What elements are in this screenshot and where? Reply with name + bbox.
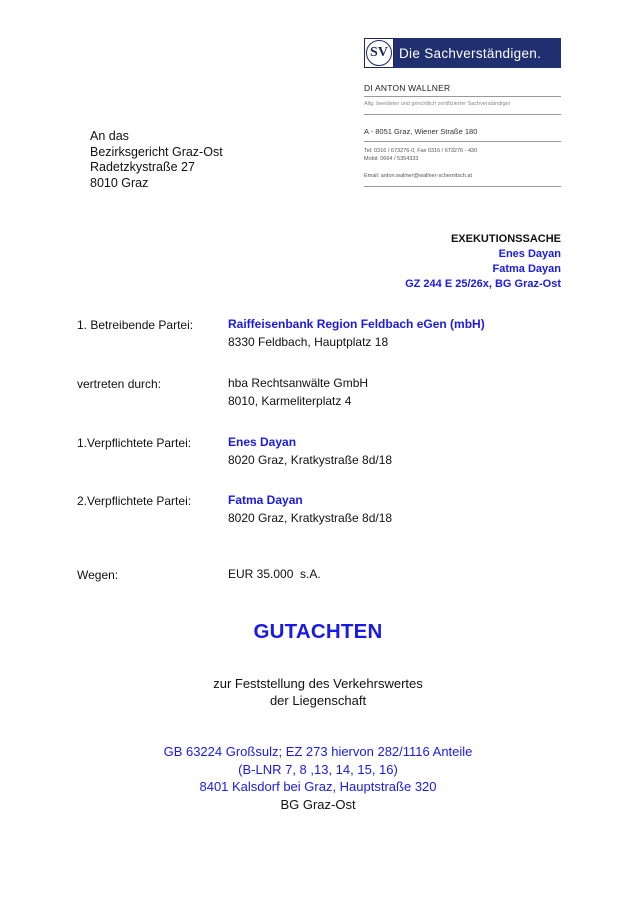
case-heading: EXEKUTIONSSACHE [450,233,561,245]
recipient-line: An das [90,129,129,143]
sv-logo-mark [364,38,394,68]
party-entry [228,433,392,469]
expert-tel: Tel: 0316 / 673276-0, Fax 0316 / 673276 - 430 [364,148,478,154]
case-number: GZ 244 E 25/26x, BG Graz-Ost [405,278,561,290]
claim-amount: EUR 35.000 s.A. [228,567,321,581]
property-court: BG Graz-Ost [280,796,356,812]
party-address: 8330 Feldbach, Hauptplatz 18 [228,335,389,349]
claim-label: Wegen: [77,568,119,582]
logo-text: Die Sachverständigen. [394,38,561,68]
letterhead-divider [364,96,561,97]
case-block [405,232,561,292]
party-entry [228,491,392,527]
expert-name: DI ANTON WALLNER [364,83,451,93]
recipient-line: 8010 Graz [90,175,149,190]
party-name: hba Rechtsanwälte GmbH [228,376,369,390]
property-line: (B-LNR 7, 8 ,13, 14, 15, 16) [238,761,398,777]
recipient-address [90,129,223,191]
expert-phone [364,147,477,163]
party-label: 2.Verpflichtete Partei: [77,494,192,508]
party-address: 8020 Graz, Kratkystraße 8d/18 [228,453,393,467]
company-logo [364,38,561,68]
property-line: GB 63224 Großsulz; EZ 273 hiervon 282/1116 Anteile [163,744,473,759]
party-entry [228,374,368,410]
case-party-name: Enes Dayan [498,248,561,260]
party-address: 8020 Graz, Kratkystraße 8d/18 [228,511,393,525]
property-description [0,743,636,813]
party-name: Raiffeisenbank Region Feldbach eGen (mbH) [228,317,485,331]
party-entry [228,315,485,351]
party-name: Fatma Dayan [228,493,303,507]
letterhead-divider [364,186,561,187]
recipient-line: Bezirksgericht Graz-Ost [90,144,223,159]
property-line: 8401 Kalsdorf bei Graz, Hauptstraße 320 [199,779,437,794]
expert-email: Email: anton.wallner@wallner-schemitsch.at [364,173,472,179]
party-label: 1. Betreibende Partei: [77,318,194,332]
party-name: Enes Dayan [228,435,297,449]
party-label: vertreten durch: [77,377,162,391]
expert-title: Allg. beeideter und gerichtlich zertifizierter Sachverständiger [364,101,511,107]
sv-logo-mark-text: SV [366,40,392,66]
letterhead-divider [364,114,561,115]
letterhead-divider [364,141,561,142]
subtitle-line: zur Feststellung des Verkehrswertes [213,676,423,691]
document-subtitle [0,675,636,709]
expert-address: A - 8051 Graz, Wiener Straße 180 [364,127,478,136]
subtitle-line: der Liegenschaft [269,693,367,708]
recipient-line: Radetzkystraße 27 [90,160,195,174]
expert-mobile: Mobil: 0664 / 5354333 [364,156,419,162]
party-label: 1.Verpflichtete Partei: [77,436,192,450]
case-party-name: Fatma Dayan [492,263,561,275]
party-address: 8010, Karmeliterplatz 4 [228,394,352,408]
document-title: GUTACHTEN [253,620,383,643]
